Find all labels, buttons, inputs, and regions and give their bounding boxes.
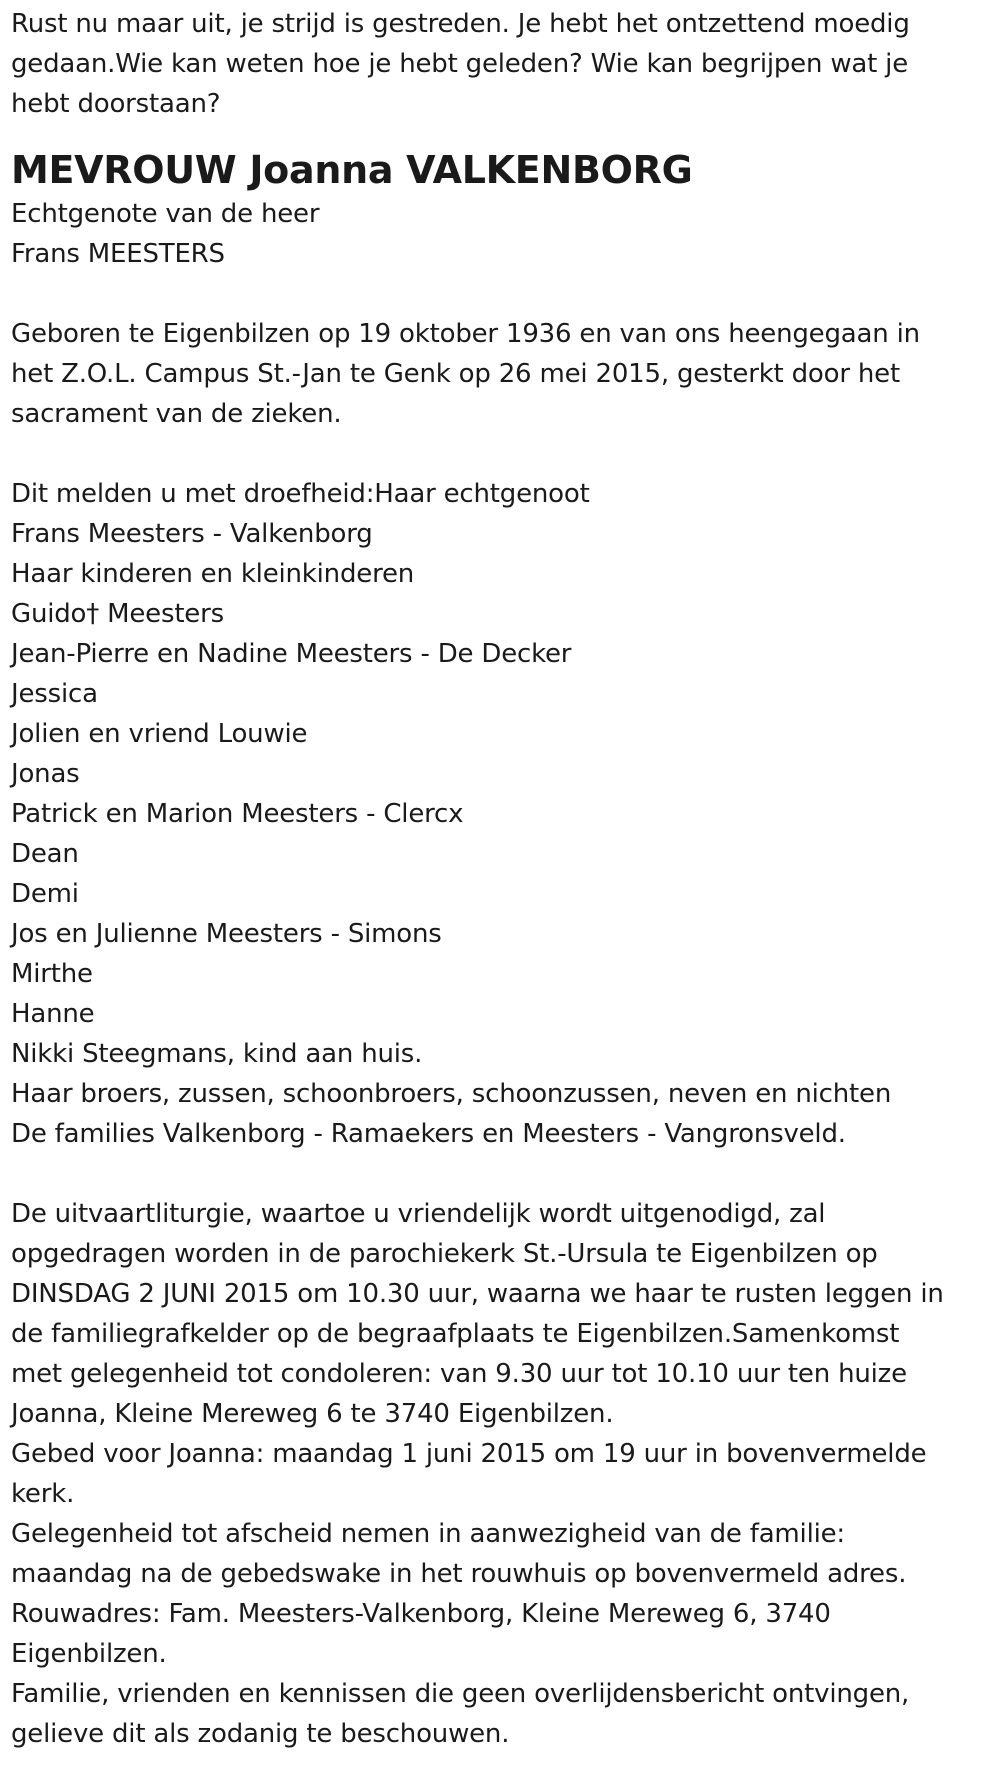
family-line: Haar kinderen en kleinkinderen [11,559,415,589]
funeral-paragraph [11,1194,990,1754]
deceased-name-title: MEVROUW Joanna VALKENBORG [11,148,693,192]
family-list [11,474,990,1154]
intro-line: gedaan.Wie kan weten hoe je hebt geleden? Wie kan begrijpen wat je [11,49,908,79]
funeral-line: kerk. [11,1479,75,1509]
funeral-line: de familiegrafkelder op de begraafplaats te Eigenbilzen.Samenkomst [11,1319,900,1349]
family-line: Nikki Steegmans, kind aan huis. [11,1039,423,1069]
birth-line: Geboren te Eigenbilzen op 19 oktober 1936 en van ons heengegaan in [11,319,920,349]
funeral-line: Gelegenheid tot afscheid nemen in aanwezigheid van de familie: [11,1519,845,1549]
funeral-line: Joanna, Kleine Mereweg 6 te 3740 Eigenbilzen. [11,1399,614,1429]
funeral-line: maandag na de gebedswake in het rouwhuis op bovenvermeld adres. [11,1559,907,1589]
funeral-line: gelieve dit als zodanig te beschouwen. [11,1719,510,1749]
funeral-line: Eigenbilzen. [11,1639,167,1669]
spouse-line: Echtgenote van de heer [11,199,320,229]
family-line: Haar broers, zussen, schoonbroers, schoonzussen, neven en nichten [11,1079,892,1109]
family-line: Jos en Julienne Meesters - Simons [11,919,442,949]
family-line: De families Valkenborg - Ramaekers en Meesters - Vangronsveld. [11,1119,846,1149]
guido-surname: Meesters [99,599,224,629]
funeral-line: Gebed voor Joanna: maandag 1 juni 2015 om 19 uur in bovenvermelde [11,1439,927,1469]
family-heading: Dit melden u met droefheid:Haar echtgenoot [11,479,590,509]
guido-name: Guido [11,599,87,629]
family-line: Frans Meesters - Valkenborg [11,519,373,549]
family-line: Jolien en vriend Louwie [11,719,308,749]
funeral-line: DINSDAG 2 JUNI 2015 om 10.30 uur, waarna we haar te rusten leggen in [11,1279,944,1309]
family-line: Demi [11,879,79,909]
intro-line: hebt doorstaan? [11,89,221,119]
intro-paragraph [11,4,990,124]
spouse-block [11,194,990,274]
funeral-line: Rouwadres: Fam. Meesters-Valkenborg, Kleine Mereweg 6, 3740 [11,1599,831,1629]
birth-paragraph [11,314,990,434]
family-line: Hanne [11,999,95,1029]
family-line: Jonas [11,759,80,789]
family-line: Jessica [11,679,98,709]
cross-icon: † [86,599,100,629]
birth-line: het Z.O.L. Campus St.-Jan te Genk op 26 mei 2015, gesterkt door het [11,359,900,389]
intro-line: Rust nu maar uit, je strijd is gestreden. Je hebt het ontzettend moedig [11,9,910,39]
funeral-line: De uitvaartliturgie, waartoe u vriendelijk wordt uitgenodigd, zal [11,1199,826,1229]
funeral-line: met gelegenheid tot condoleren: van 9.30 uur tot 10.10 uur ten huize [11,1359,907,1389]
birth-line: sacrament van de zieken. [11,399,342,429]
funeral-line: opgedragen worden in de parochiekerk St.-Ursula te Eigenbilzen op [11,1239,878,1269]
family-line: Dean [11,839,79,869]
funeral-line: Familie, vrienden en kennissen die geen overlijdensbericht ontvingen, [11,1679,910,1709]
spouse-line: Frans MEESTERS [11,239,225,269]
family-line-guido [11,594,990,634]
family-line: Mirthe [11,959,93,989]
family-line: Patrick en Marion Meesters - Clercx [11,799,464,829]
family-line: Jean-Pierre en Nadine Meesters - De Decker [11,639,572,669]
